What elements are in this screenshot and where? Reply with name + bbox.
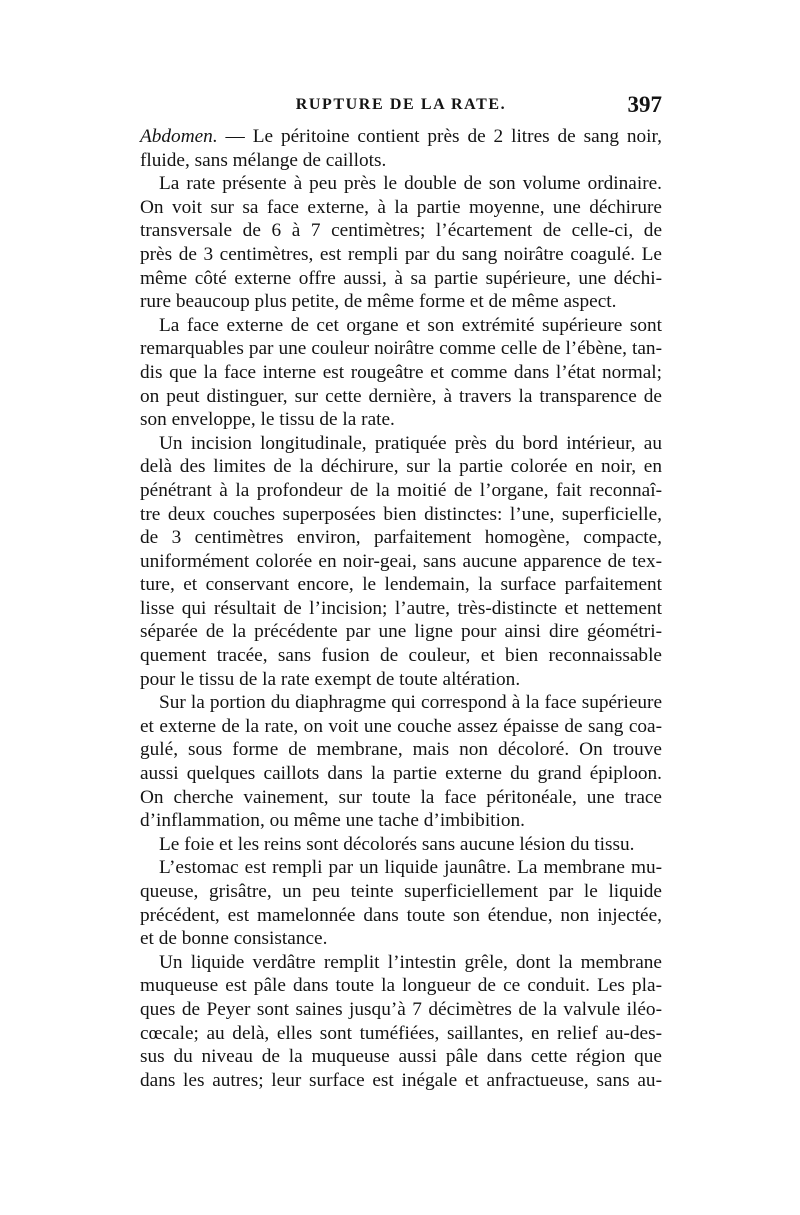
text-line: uniformément colorée en noir-geai, sans aucune apparence de tex- <box>140 550 662 572</box>
text-line: Un liquide verdâtre remplit l’intestin grêle, dont la membrane <box>159 951 662 973</box>
text-line: précédent, est mamelonnée dans toute son étendue, non injectée, <box>140 904 662 926</box>
text-line: d’inflammation, ou même une tache d’imbibition. <box>140 810 525 832</box>
text-line: Un incision longitudinale, pratiquée près du bord intérieur, au <box>159 432 662 454</box>
text-line: ques de Peyer sont saines jusqu’à 7 décimètres de la valvule iléo- <box>140 998 662 1020</box>
text-line: Sur la portion du diaphragme qui correspond à la face supérieure <box>159 692 662 714</box>
text-line: queuse, grisâtre, un peu teinte superficiellement par le liquide <box>140 881 662 902</box>
text-line: rure beaucoup plus petite, de même forme et de même aspect. <box>140 291 617 313</box>
lead-word: Abdomen. <box>140 126 218 147</box>
text-line: son enveloppe, le tissu de la rate. <box>140 409 395 431</box>
text-line: séparée de la précédente par une ligne pour ainsi dire géométri- <box>140 621 662 643</box>
line-text: — Le péritoine contient près de 2 litres de sang noir, <box>217 126 662 147</box>
body-text <box>140 125 662 1092</box>
text-line: La face externe de cet organe et son extrémité supérieure sont <box>159 314 662 336</box>
text-line: delà des limites de la déchirure, sur la partie colorée en noir, en <box>140 456 662 478</box>
text-line: tre deux couches superposées bien distinctes: l’une, superficielle, <box>140 503 662 525</box>
text-line: La rate présente à peu près le double de son volume ordinaire. <box>159 173 662 195</box>
text-line <box>140 125 662 149</box>
text-line: même côté externe offre aussi, à sa partie supérieure, une déchi- <box>140 267 662 289</box>
text-line: muqueuse est pâle dans toute la longueur de ce conduit. Les pla- <box>140 975 662 997</box>
text-line: On voit sur sa face externe, à la partie moyenne, une déchirure <box>140 196 662 218</box>
text-line: transversale de 6 à 7 centimètres; l’écartement de celle-ci, de <box>140 220 662 242</box>
page-number: 397 <box>627 92 662 117</box>
text-line: On cherche vainement, sur toute la face péritonéale, une trace <box>140 786 662 808</box>
text-line: remarquables par une couleur noirâtre comme celle de l’ébène, tan- <box>140 338 662 360</box>
text-line: près de 3 centimètres, est rempli par du sang noirâtre coagulé. Le <box>140 243 662 265</box>
text-line: fluide, sans mélange de caillots. <box>140 149 387 171</box>
running-title: RUPTURE DE LA RATE. <box>295 96 507 113</box>
text-line: quement tracée, sans fusion de couleur, et bien reconnaissable <box>140 645 662 667</box>
text-line: on peut distinguer, sur cette dernière, à travers la transparence de <box>140 385 662 407</box>
running-head <box>140 92 662 122</box>
text-line: pénétrant à la profondeur de la moitié de l’organe, fait reconnaî- <box>140 479 662 501</box>
text-line: ture, et conservant encore, le lendemain, la surface parfaitement <box>140 574 662 596</box>
text-line: pour le tissu de la rate exempt de toute altération. <box>140 668 521 690</box>
text-line: et de bonne consistance. <box>140 928 328 950</box>
text-line: dans les autres; leur surface est inégale et anfractueuse, sans au- <box>140 1069 662 1091</box>
text-line: sus du niveau de la muqueuse aussi pâle dans cette région que <box>140 1046 662 1068</box>
text-line: aussi quelques caillots dans la partie externe du grand épiploon. <box>140 763 662 785</box>
text-line: L’estomac est rempli par un liquide jaunâtre. La membrane mu- <box>159 857 662 879</box>
text-line: de 3 centimètres environ, parfaitement homogène, compacte, <box>140 527 662 549</box>
text-line: lisse qui résultait de l’incision; l’autre, très-distincte et nettement <box>140 597 662 619</box>
text-line: cœcale; au delà, elles sont tuméfiées, saillantes, en relief au-des- <box>140 1022 662 1044</box>
text-line: gulé, sous forme de membrane, mais non décoloré. On trouve <box>140 739 662 761</box>
text-line: dis que la face interne est rougeâtre et comme dans l’état normal; <box>140 361 662 383</box>
text-line: Le foie et les reins sont décolorés sans aucune lésion du tissu. <box>159 833 635 855</box>
text-line: et externe de la rate, on voit une couche assez épaisse de sang coa- <box>140 715 662 737</box>
